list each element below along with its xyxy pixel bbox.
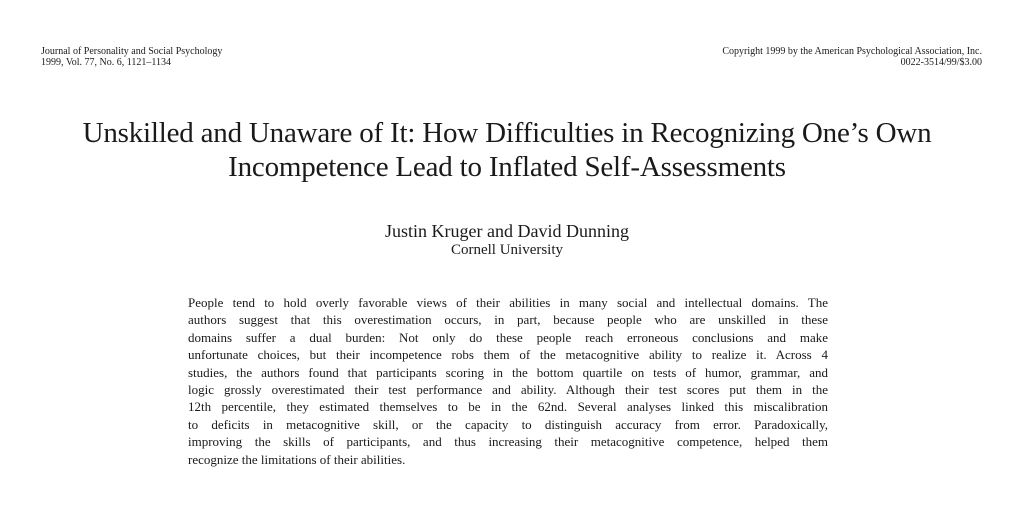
paper-title <box>0 116 1014 184</box>
journal-header <box>41 46 222 68</box>
copyright-notice: Copyright 1999 by the American Psychological Association, Inc. <box>722 46 982 57</box>
abstract-line: to deficits in metacognitive skill, or the capacity to distinguish accuracy from error. Paradoxically, <box>188 416 828 432</box>
affiliation: Cornell University <box>450 242 564 258</box>
abstract-line: unfortunate choices, but their incompetence robs them of the metacognitive ability to realize it. Across 4 <box>188 347 828 363</box>
abstract-line: improving the skills of participants, and thus increasing their metacognitive competence, helped them <box>188 434 828 450</box>
abstract-line: People tend to hold overly favorable views of their abilities in many social and intellectual domains. The <box>188 295 828 310</box>
journal-citation: 1999, Vol. 77, No. 6, 1121–1134 <box>41 57 172 68</box>
title-line: Unskilled and Unaware of It: How Difficulties in Recognizing One’s Own <box>82 117 932 149</box>
abstract-line: studies, the authors found that participants scoring in the bottom quartile on tests of humor, grammar, and <box>188 364 828 380</box>
abstract-line: authors suggest that this overestimation occurs, in part, because people who are unskilled in these <box>188 312 828 328</box>
copyright-header <box>722 46 982 68</box>
authors: Justin Kruger and David Dunning <box>385 221 629 241</box>
abstract <box>188 294 828 468</box>
abstract-line: logic grossly overestimated their test performance and ability. Although their test scores put them in the <box>188 382 828 398</box>
article-code: 0022-3514/99/$3.00 <box>900 57 982 68</box>
journal-name: Journal of Personality and Social Psychology <box>41 46 223 57</box>
abstract-line: domains suffer a dual burden: Not only do these people reach erroneous conclusions and make <box>188 329 828 345</box>
abstract-line: 12th percentile, they estimated themselves to be in the 62nd. Several analyses linked this miscalibration <box>188 399 828 415</box>
title-line: Incompetence Lead to Inflated Self-Assessments <box>228 151 786 183</box>
abstract-line: recognize the limitations of their abilities. <box>188 451 406 467</box>
